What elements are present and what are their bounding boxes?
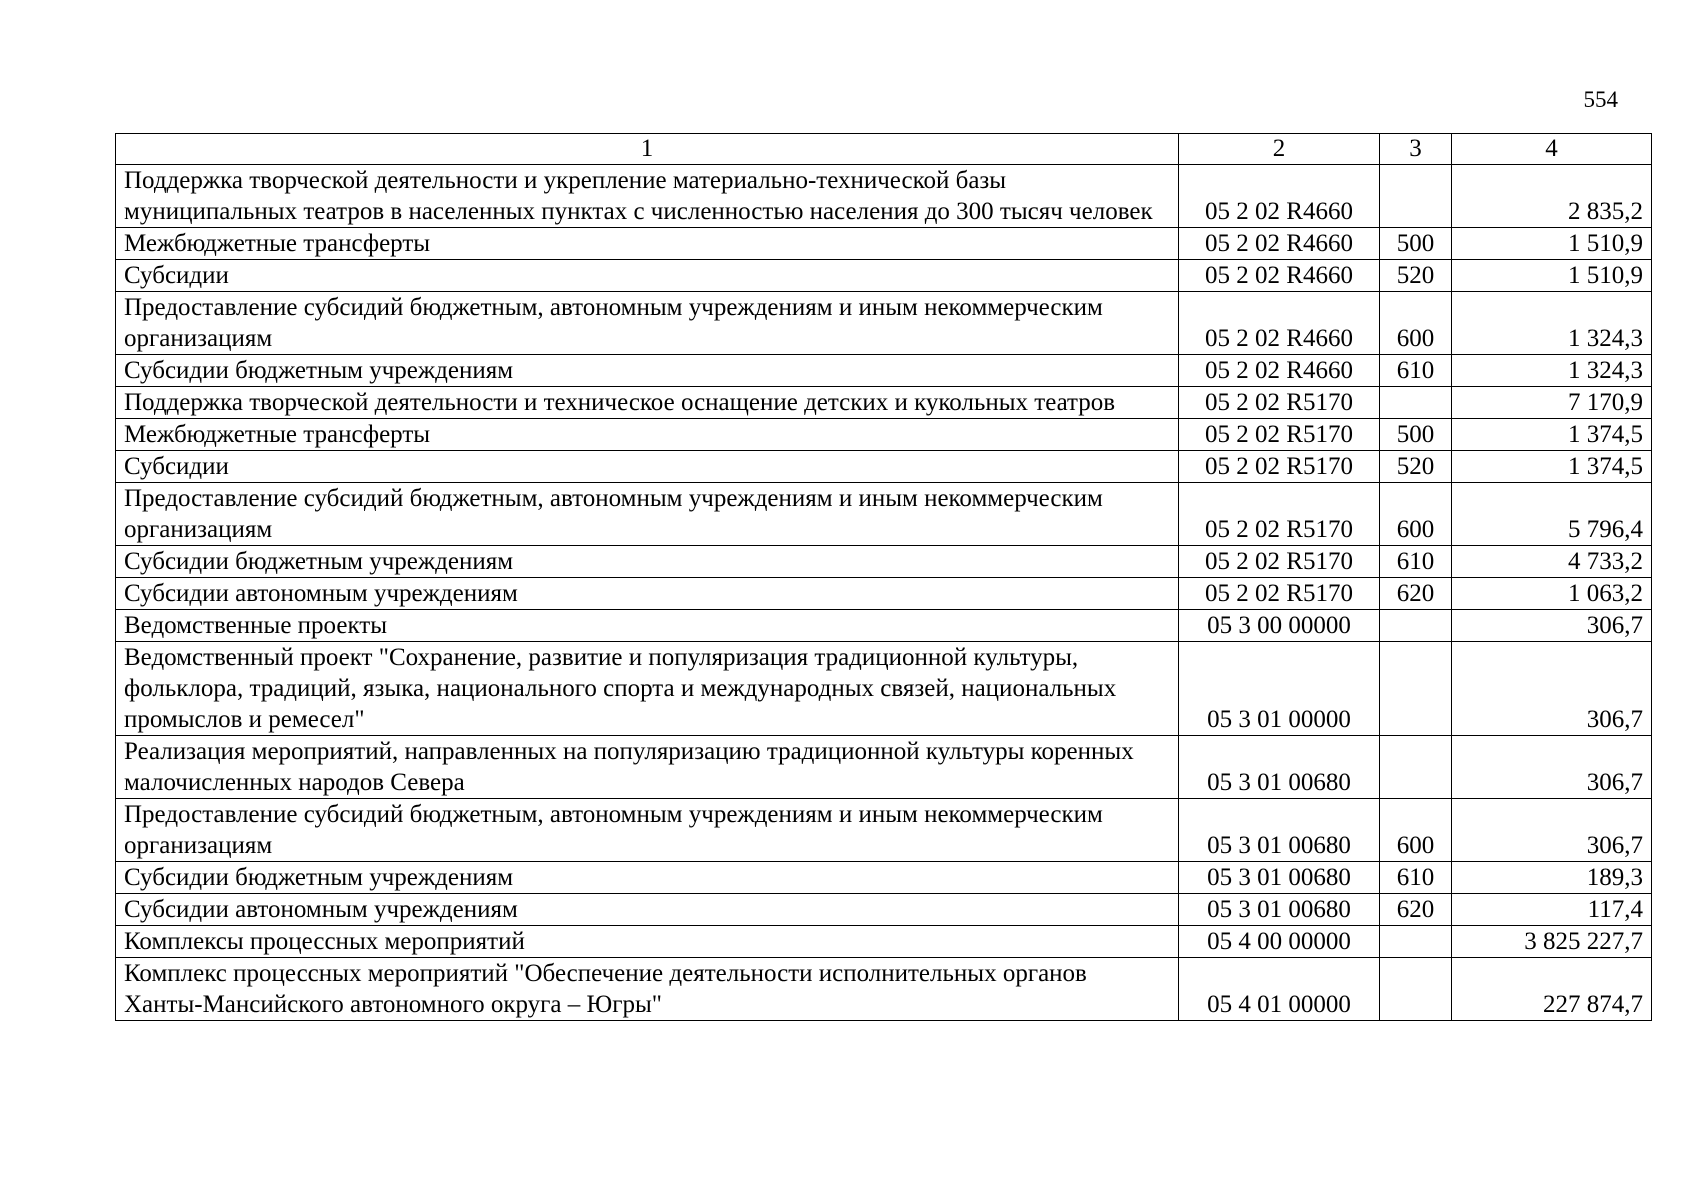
row-type-cell [1380,926,1452,958]
row-name-cell: Субсидии [116,260,1179,292]
row-code-cell: 05 3 01 00680 [1179,799,1380,862]
header-col-2: 2 [1179,134,1380,165]
table-row [116,355,1652,387]
table-row [116,260,1652,292]
table-row [116,292,1652,355]
row-amount-cell: 3 825 227,7 [1452,926,1652,958]
row-type-cell [1380,387,1452,419]
row-type-cell: 520 [1380,260,1452,292]
row-code-cell: 05 3 01 00680 [1179,736,1380,799]
table-row [116,736,1652,799]
table-header-row [116,134,1652,165]
row-code-cell: 05 3 01 00680 [1179,862,1380,894]
table-row [116,387,1652,419]
row-type-cell: 600 [1380,292,1452,355]
table-row [116,419,1652,451]
row-amount-cell: 1 374,5 [1452,419,1652,451]
row-name-cell: Поддержка творческой деятельности и укрепление материально-технической базы муниципальных театров в населенных пунктах с численностью населения до 300 тысяч человек [116,165,1179,228]
row-amount-cell: 1 324,3 [1452,292,1652,355]
row-amount-cell: 1 324,3 [1452,355,1652,387]
row-amount-cell: 1 510,9 [1452,260,1652,292]
row-type-cell [1380,165,1452,228]
row-name-cell: Комплексы процессных мероприятий [116,926,1179,958]
row-name-cell: Межбюджетные трансферты [116,228,1179,260]
row-amount-cell: 7 170,9 [1452,387,1652,419]
row-type-cell: 500 [1380,228,1452,260]
row-type-cell [1380,642,1452,736]
row-amount-cell: 306,7 [1452,642,1652,736]
row-code-cell: 05 3 00 00000 [1179,610,1380,642]
row-name-cell: Ведомственный проект "Сохранение, развитие и популяризация традиционной культуры, фольклора, традиций, языка, национального спорта и международных связей, национальных промыслов и ремесел" [116,642,1179,736]
page-number: 554 [1583,87,1618,112]
row-amount-cell: 1 510,9 [1452,228,1652,260]
row-type-cell [1380,610,1452,642]
row-name-cell: Субсидии [116,451,1179,483]
row-code-cell: 05 3 01 00680 [1179,894,1380,926]
table-row [116,165,1652,228]
row-type-cell: 600 [1380,483,1452,546]
row-type-cell: 610 [1380,862,1452,894]
row-amount-cell: 117,4 [1452,894,1652,926]
row-name-cell: Поддержка творческой деятельности и техническое оснащение детских и кукольных театров [116,387,1179,419]
table-row [116,228,1652,260]
row-amount-cell: 1 063,2 [1452,578,1652,610]
row-amount-cell: 2 835,2 [1452,165,1652,228]
row-amount-cell: 1 374,5 [1452,451,1652,483]
row-amount-cell: 5 796,4 [1452,483,1652,546]
row-code-cell: 05 2 02 R5170 [1179,546,1380,578]
row-type-cell: 620 [1380,894,1452,926]
row-type-cell: 610 [1380,355,1452,387]
row-code-cell: 05 3 01 00000 [1179,642,1380,736]
row-type-cell: 620 [1380,578,1452,610]
row-name-cell: Субсидии бюджетным учреждениям [116,862,1179,894]
row-name-cell: Ведомственные проекты [116,610,1179,642]
row-type-cell [1380,736,1452,799]
row-code-cell: 05 2 02 R5170 [1179,419,1380,451]
row-type-cell: 610 [1380,546,1452,578]
row-code-cell: 05 2 02 R4660 [1179,260,1380,292]
row-code-cell: 05 2 02 R5170 [1179,483,1380,546]
table-row [116,894,1652,926]
row-amount-cell: 189,3 [1452,862,1652,894]
budget-table [115,133,1652,1021]
row-type-cell: 600 [1380,799,1452,862]
row-name-cell: Субсидии бюджетным учреждениям [116,546,1179,578]
row-name-cell: Межбюджетные трансферты [116,419,1179,451]
row-name-cell: Субсидии автономным учреждениям [116,894,1179,926]
row-code-cell: 05 2 02 R4660 [1179,355,1380,387]
row-amount-cell: 306,7 [1452,799,1652,862]
row-code-cell: 05 2 02 R4660 [1179,165,1380,228]
row-type-cell: 520 [1380,451,1452,483]
header-col-3: 3 [1380,134,1452,165]
row-name-cell: Реализация мероприятий, направленных на популяризацию традиционной культуры коренных малочисленных народов Севера [116,736,1179,799]
table-row [116,451,1652,483]
table-row [116,610,1652,642]
table-row [116,862,1652,894]
table-row [116,578,1652,610]
table-row [116,546,1652,578]
header-col-1: 1 [116,134,1179,165]
header-col-4: 4 [1452,134,1652,165]
row-name-cell: Предоставление субсидий бюджетным, автономным учреждениям и иным некоммерческим организациям [116,292,1179,355]
row-amount-cell: 4 733,2 [1452,546,1652,578]
row-name-cell: Комплекс процессных мероприятий "Обеспечение деятельности исполнительных органов Ханты-Мансийского автономного округа – Югры" [116,958,1179,1021]
row-code-cell: 05 2 02 R5170 [1179,578,1380,610]
table-row [116,642,1652,736]
row-amount-cell: 306,7 [1452,736,1652,799]
row-code-cell: 05 2 02 R4660 [1179,228,1380,260]
row-code-cell: 05 2 02 R5170 [1179,387,1380,419]
table-row [116,958,1652,1021]
row-type-cell [1380,958,1452,1021]
row-code-cell: 05 4 00 00000 [1179,926,1380,958]
row-name-cell: Субсидии автономным учреждениям [116,578,1179,610]
row-name-cell: Субсидии бюджетным учреждениям [116,355,1179,387]
table-row [116,483,1652,546]
row-amount-cell: 306,7 [1452,610,1652,642]
table-row [116,799,1652,862]
row-code-cell: 05 2 02 R4660 [1179,292,1380,355]
row-code-cell: 05 4 01 00000 [1179,958,1380,1021]
row-type-cell: 500 [1380,419,1452,451]
row-name-cell: Предоставление субсидий бюджетным, автономным учреждениям и иным некоммерческим организациям [116,799,1179,862]
row-code-cell: 05 2 02 R5170 [1179,451,1380,483]
row-name-cell: Предоставление субсидий бюджетным, автономным учреждениям и иным некоммерческим организациям [116,483,1179,546]
row-amount-cell: 227 874,7 [1452,958,1652,1021]
table-row [116,926,1652,958]
